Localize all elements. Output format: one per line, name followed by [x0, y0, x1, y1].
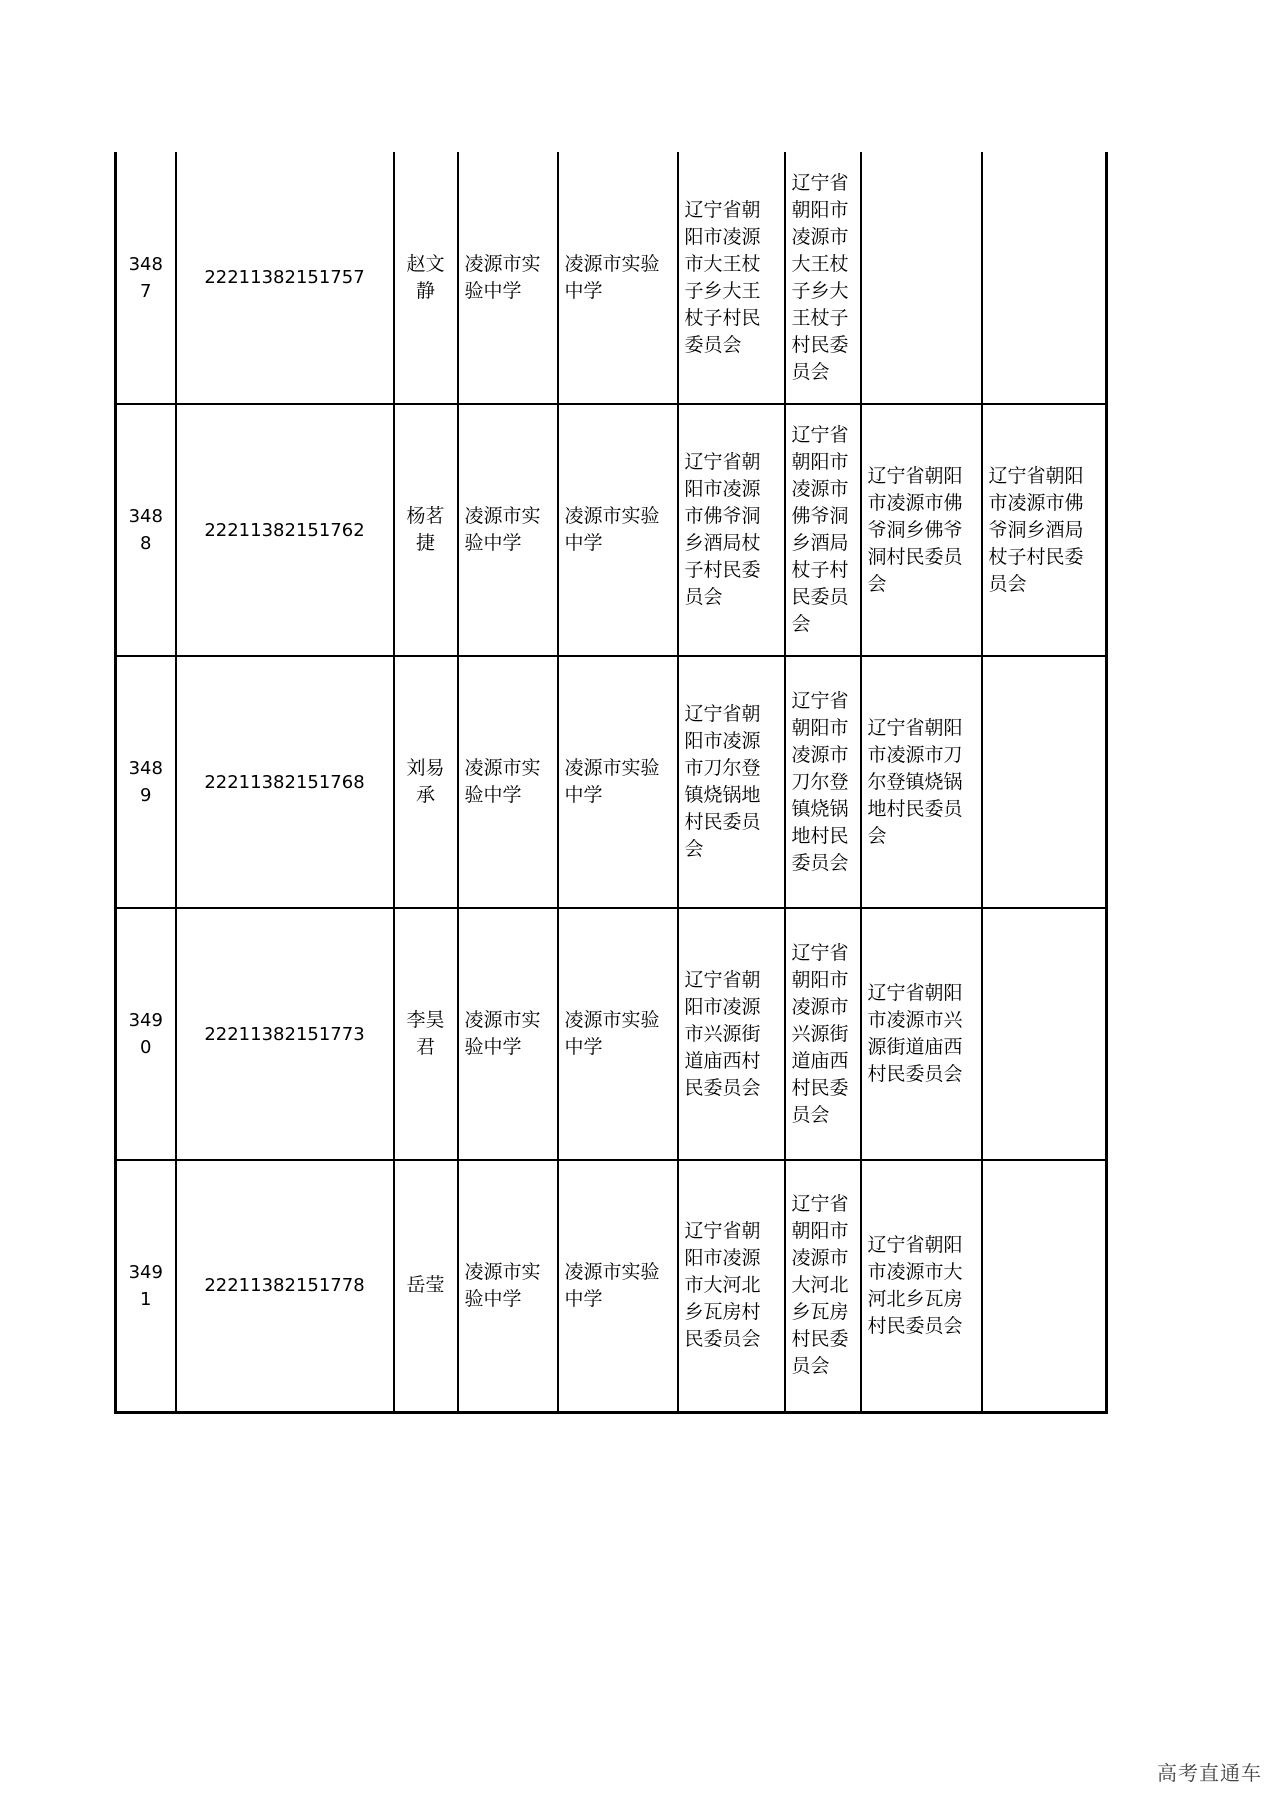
applicant-table [114, 152, 1108, 1414]
table-row [116, 152, 1107, 404]
row-seq: 3488 [116, 404, 176, 656]
row-school-2: 凌源市实验中学 [558, 404, 678, 656]
row-address-4 [982, 908, 1107, 1160]
table-row [116, 1160, 1107, 1412]
table-row [116, 908, 1107, 1160]
row-name: 赵文静 [394, 152, 458, 404]
row-school: 凌源市实验中学 [458, 152, 558, 404]
row-address-4: 辽宁省朝阳市凌源市佛爷洞乡酒局杖子村民委员会 [982, 404, 1107, 656]
row-name: 刘易承 [394, 656, 458, 908]
row-address-1: 辽宁省朝阳市凌源市大河北乡瓦房村民委员会 [678, 1160, 785, 1412]
row-school: 凌源市实验中学 [458, 908, 558, 1160]
row-address-3: 辽宁省朝阳市凌源市兴源街道庙西村民委员会 [861, 908, 982, 1160]
row-name: 李昊君 [394, 908, 458, 1160]
row-address-3: 辽宁省朝阳市凌源市大河北乡瓦房村民委员会 [861, 1160, 982, 1412]
row-address-2: 辽宁省朝阳市凌源市刀尔登镇烧锅地村民委员会 [785, 656, 861, 908]
row-exam-id: 22211382151773 [176, 908, 394, 1160]
row-address-3: 辽宁省朝阳市凌源市刀尔登镇烧锅地村民委员会 [861, 656, 982, 908]
row-school-2: 凌源市实验中学 [558, 152, 678, 404]
row-name: 杨茗捷 [394, 404, 458, 656]
row-address-2: 辽宁省朝阳市凌源市大王杖子乡大王杖子村民委员会 [785, 152, 861, 404]
row-address-1: 辽宁省朝阳市凌源市大王杖子乡大王杖子村民委员会 [678, 152, 785, 404]
row-address-2: 辽宁省朝阳市凌源市佛爷洞乡酒局杖子村民委员会 [785, 404, 861, 656]
row-school: 凌源市实验中学 [458, 656, 558, 908]
row-seq: 3487 [116, 152, 176, 404]
row-address-3 [861, 152, 982, 404]
row-address-1: 辽宁省朝阳市凌源市兴源街道庙西村民委员会 [678, 908, 785, 1160]
row-school-2: 凌源市实验中学 [558, 656, 678, 908]
row-seq: 3489 [116, 656, 176, 908]
row-school-2: 凌源市实验中学 [558, 908, 678, 1160]
row-school: 凌源市实验中学 [458, 1160, 558, 1412]
row-exam-id: 22211382151757 [176, 152, 394, 404]
row-address-1: 辽宁省朝阳市凌源市佛爷洞乡酒局杖子村民委员会 [678, 404, 785, 656]
watermark: 高考直通车 [1157, 1761, 1262, 1785]
row-school-2: 凌源市实验中学 [558, 1160, 678, 1412]
row-seq: 3490 [116, 908, 176, 1160]
row-address-4 [982, 656, 1107, 908]
table-row [116, 404, 1107, 656]
row-address-3: 辽宁省朝阳市凌源市佛爷洞乡佛爷洞村民委员会 [861, 404, 982, 656]
row-address-4 [982, 152, 1107, 404]
row-exam-id: 22211382151768 [176, 656, 394, 908]
row-school: 凌源市实验中学 [458, 404, 558, 656]
table-row [116, 656, 1107, 908]
row-exam-id: 22211382151762 [176, 404, 394, 656]
row-address-1: 辽宁省朝阳市凌源市刀尔登镇烧锅地村民委员会 [678, 656, 785, 908]
row-address-2: 辽宁省朝阳市凌源市兴源街道庙西村民委员会 [785, 908, 861, 1160]
row-name: 岳莹 [394, 1160, 458, 1412]
row-seq: 3491 [116, 1160, 176, 1412]
row-address-2: 辽宁省朝阳市凌源市大河北乡瓦房村民委员会 [785, 1160, 861, 1412]
row-exam-id: 22211382151778 [176, 1160, 394, 1412]
row-address-4 [982, 1160, 1107, 1412]
